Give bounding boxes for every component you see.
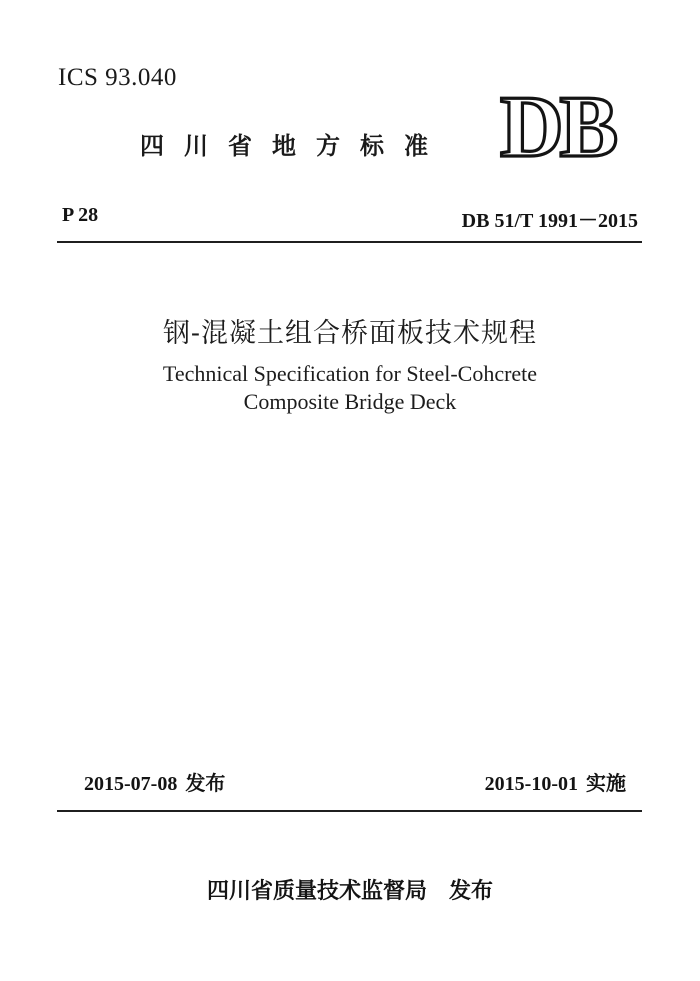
db-logo-text: DB: [500, 86, 615, 164]
issue-label: 发布: [185, 771, 226, 795]
top-divider: [57, 241, 642, 243]
english-title-line-2: Composite Bridge Deck: [243, 389, 457, 414]
ics-code: ICS 93.040: [58, 64, 177, 91]
implementation-label: 实施: [586, 771, 626, 795]
standard-type-label: 四川省地方标准: [140, 132, 448, 160]
standard-number: DB 51/T 1991－2015: [461, 210, 638, 232]
db-logo-mark: [498, 86, 648, 164]
implementation-date: 2015-10-01: [484, 773, 578, 795]
english-title-line-1: Technical Specification for Steel-Cohcrete: [162, 361, 538, 386]
issue-date-block: [84, 767, 225, 796]
issuing-authority: [0, 874, 700, 905]
document-title-chinese: 钢-混凝土组合桥面板技术规程: [162, 318, 538, 349]
document-title-english: [0, 360, 700, 416]
issue-date: 2015-07-08: [84, 773, 178, 795]
implementation-date-block: [485, 767, 626, 796]
classification-code: P 28: [62, 204, 99, 226]
issuer-label: 发布: [449, 879, 494, 904]
authority-name: 四川省质量技术监督局: [206, 879, 427, 904]
bottom-divider: [57, 810, 642, 812]
